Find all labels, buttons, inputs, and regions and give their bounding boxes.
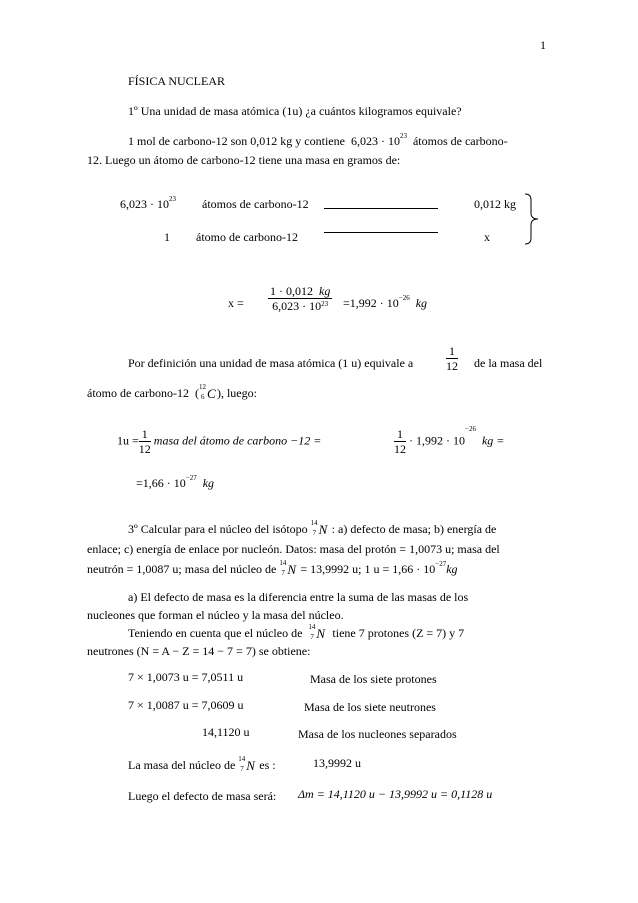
- definition-line-1b: de la masa del: [474, 356, 543, 370]
- q1-line-2: 12. Luego un átomo de carbono-12 tiene una masa en gramos de:: [87, 153, 401, 167]
- mass-defect-value: Δm = 14,1120 u − 13,9992 u = 0,1128 u: [298, 787, 493, 801]
- section-title: FÍSICA NUCLEAR: [128, 74, 226, 88]
- answer-a-line-4: neutrones (N = A − Z = 14 − 7 = 7) se obtiene:: [87, 644, 311, 658]
- calc-protons-desc: Masa de los siete protones: [310, 672, 437, 686]
- answer-a-line-1: a) El defecto de masa es la diferencia entre la suma de las masas de los: [128, 590, 469, 604]
- answer-a-line-3: Teniendo en cuenta que el núcleo de 14 7 N tiene 7 protones (Z = 7) y 7: [128, 623, 465, 642]
- mass-defect-label: Luego el defecto de masa será:: [128, 789, 277, 803]
- proportion-row-1: $6,023 \cdot 10^{23}$: [120, 195, 176, 211]
- right-brace: [522, 192, 544, 246]
- x-equals: x =: [228, 296, 244, 310]
- x-result: $=1,992 \cdot 10^{-26}$ kg: [343, 294, 428, 310]
- u-equation: 1u = $\frac{1}{12}$ masa del átomo de carbono −12 =: [117, 427, 322, 456]
- x-fraction: $\frac{1 \cdot 0,012 kg}{6,023 \cdot 10^{23}}$: [270, 284, 331, 313]
- avogadro-number: 6,023 · 10: [350, 134, 400, 148]
- answer-a-line-2: nucleones que forman el núcleo y la masa del núcleo.: [87, 608, 344, 622]
- q3-line-3: neutrón = 1,0087 u; masa del núcleo de 14 7 N = 13,9992 u; 1 $u = 1,66 \cdot 10^{-27}kg$: [87, 559, 458, 578]
- proportion-row-1-label: átomos de carbono-12: [202, 197, 309, 211]
- definition-fraction: $\frac{1}{12}$: [446, 344, 458, 373]
- proportion-line-1: [324, 208, 438, 209]
- u-final: $=1,66 \cdot 10^{-27}$ kg: [136, 474, 215, 490]
- proportion-row-2-label: átomo de carbono-12: [196, 230, 298, 244]
- nucleus-mass-line: La masa del núcleo de 14 7 N es :: [128, 755, 276, 774]
- proportion-row-2-num: 1: [164, 230, 170, 244]
- calc-nucleons-desc: Masa de los nucleones separados: [298, 727, 457, 741]
- calc-protons: 7 × 1,0073 u = 7,0511 u: [128, 670, 244, 684]
- calc-nucleons: 14,1120 u: [202, 725, 250, 739]
- question-1: 1º Una unidad de masa atómica (1u) ¿a cuántos kilogramos equivale?: [128, 104, 462, 118]
- calc-neutrons-desc: Masa de los siete neutrones: [304, 700, 436, 714]
- proportion-line-2: [324, 232, 438, 233]
- calc-neutrons: 7 × 1,0087 u = 7,0609 u: [128, 698, 244, 712]
- page-number: 1: [540, 38, 546, 52]
- proportion-row-2-value: x: [484, 230, 490, 244]
- carbon-12-symbol: 12 6 C: [198, 383, 216, 402]
- definition-line-2: átomo de carbono-12 ( 12 6 C ), luego:: [87, 383, 257, 402]
- proportion-row-1-value: 0,012 kg: [474, 197, 516, 211]
- u-value: $\frac{1}{12}$ · $1,992 \cdot 10^{-26}$ kg =: [394, 425, 505, 456]
- q3-line-2: enlace; c) energía de enlace por nucleón. Datos: masa del protón = 1,0073 u; masa del: [87, 542, 500, 556]
- nucleus-mass-value: 13,9992 u: [313, 756, 361, 770]
- q3-line-1: 3º Calcular para el núcleo del isótopo 14 7 N : a) defecto de masa; b) energía de: [128, 519, 497, 538]
- nitrogen-14-symbol: 14 7 N: [310, 519, 328, 538]
- definition-line-1: Por definición una unidad de masa atómica (1 u) equivale a: [128, 356, 414, 370]
- q1-line-1: 1 mol de carbono-12 son 0,012 kg y contiene $6,023 \cdot 10^{23}$ átomos de carbono-: [128, 132, 508, 148]
